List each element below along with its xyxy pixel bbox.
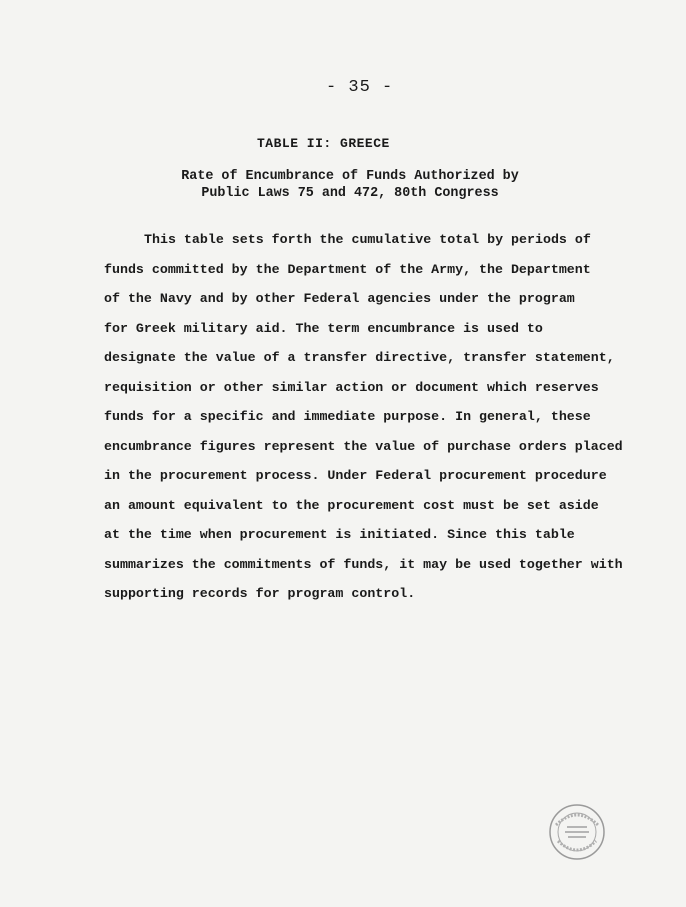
body-line: supporting records for program control. [104, 586, 416, 601]
body-line: in the procurement process. Under Federal procurement procedure [104, 468, 607, 483]
subtitle-line: Public Laws 75 and 472, 80th Congress [201, 186, 499, 201]
body-line: for Greek military aid. The term encumbrance is used to [104, 320, 543, 336]
body-line: an amount equivalent to the procurement cost must be set aside [104, 497, 599, 513]
body-line: encumbrance figures represent the value of purchase orders placed [104, 438, 623, 454]
table-subtitle [140, 168, 560, 202]
body-line: This table sets forth the cumulative total by periods of [144, 232, 591, 247]
page-number: - 35 - [326, 78, 394, 97]
table-title: TABLE II: GREECE [257, 136, 390, 151]
body-line: summarizes the commitments of funds, it may be used together with [104, 556, 623, 572]
body-paragraph [104, 225, 623, 609]
body-line: funds for a specific and immediate purpose. In general, these [104, 409, 591, 424]
body-line: of the Navy and by other Federal agencies under the program [104, 291, 575, 306]
body-line: funds committed by the Department of the Army, the Department [104, 261, 591, 277]
archive-stamp-icon [548, 803, 606, 861]
body-line: at the time when procurement is initiated. Since this table [104, 527, 575, 542]
body-line: designate the value of a transfer directive, transfer statement, [104, 350, 615, 365]
subtitle-line: Rate of Encumbrance of Funds Authorized by [181, 169, 519, 184]
body-line: requisition or other similar action or document which reserves [104, 379, 599, 395]
